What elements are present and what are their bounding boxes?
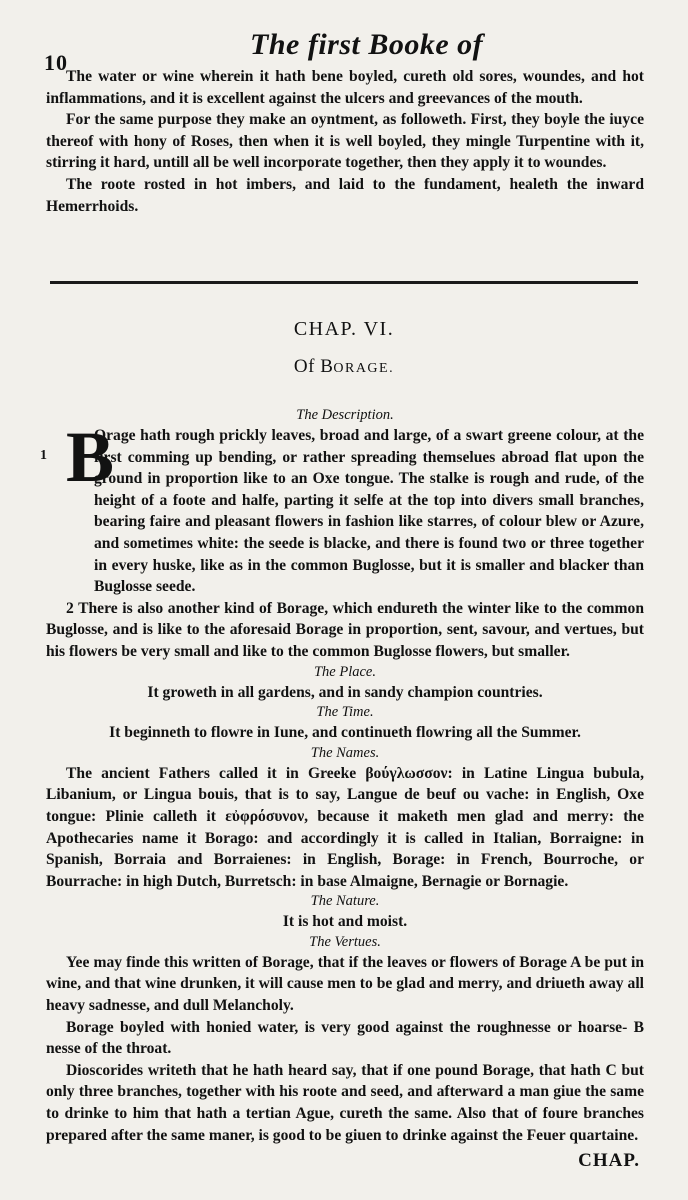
description-paragraph-1 [40,417,644,598]
place-text: It groweth in all gardens, and in sandy champion countries. [147,683,543,701]
horizontal-rule [50,281,638,284]
paragraph: For the same purpose they make an oyntment, as followeth. First, they boyle the iuyce thereof with hony of Roses, then when it is well boyled, they mingle Turpentine with it, stirring it hard, untill all be well incorporate together, then they apply it to woundes. [46,111,644,172]
chapter-subtitle-prefix: Of B [293,356,334,377]
chapter-body [40,406,644,1146]
vertues-paragraph: Yee may finde this written of Borage, that if the leaves or flowers of Borage A be put in wine, and that wine drunken, it will cause men to be glad and merry, and driueth away all heavy sadnesse, and dull Melancholy. [46,953,644,1015]
time-text: It beginneth to flowre in Iune, and continueth flowring all the Summer. [109,724,581,742]
paragraph: The water or wine wherein it hath bene boyled, cureth old sores, woundes, and hot inflammations, and it is excellent against the ulcers and greevances of the mouth. [46,68,644,107]
margin-number: 1 [40,448,47,463]
chapter-subtitle-smallcaps: ORAGE. [333,361,395,376]
chapter-subtitle [0,356,688,378]
paragraph: Orage hath rough prickly leaves, broad and large, of a swart greene colour, at the first comming up bending, or rather spreading themselues abroad flat upon the ground in proportion like to an Oxe tongue. The stalke is rough and rude, of the height of a foote and halfe, parting it selfe at the top into divers small branches, bearing faire and pleasant flowers in fashion like starres, of colour blew or Azure, and sometimes white: the seede is blacke, and there is found two or three together in every huske, like as in the common Buglosse, but it is smaller and blacker than Buglosse seede. [94,427,644,596]
page-number: 10 [44,50,68,75]
running-head: The first Booke of [250,28,484,61]
description-paragraph-2: 2 There is also another kind of Borage, which endureth the winter like to the common Buglosse, and is like to the aforesaid Borage in proportion, sent, savour, and vertues, but his flowers be very small and like to the common Buglosse flowers, but smaller. [46,599,644,660]
section-heading-place: The Place. [313,663,376,680]
section-heading-nature: The Nature. [310,893,380,910]
names-text: The ancient Fathers called it in Greeke βούγλωσσον: in Latine Lingua bubula, Libanium, or Lingua bouis, that is to say, Langue de beuf ou vache: in English, Oxe tongue: Plinie calleth it εὐφρόσυνον, because it maketh men glad and merry: the Apothecaries name it Borago: and accordingly it is called in Italian, Borraigne: in Spanish, Borraia and Borraienes: in English, Borage: in French, Bourroche, or Bourrache: in high Dutch, Burretsch: in base Almaigne, Bernagie or Bornagie. [46,764,644,890]
section-heading-description: The Description. [296,407,394,423]
paragraph: The roote rosted in hot imbers, and laid to the fundament, healeth the inward Hemerrhoids. [46,175,644,215]
section-heading-time: The Time. [316,704,374,721]
vertues-paragraph: Dioscorides writeth that he hath heard say, that if one pound Borage, that hath C but only three branches, together with his roote and seed, and afterward a man giue the same to drinke to him that hath a tertian Ague, cureth the same. Also that of foure branches prepared after the same maner, is good to be giuen to drinke against the Feuer quartaine. [46,1061,644,1144]
section-heading-names: The Names. [310,744,380,761]
chapter-title: CHAP. VI. [293,318,395,340]
nature-text: It is hot and moist. [282,913,408,931]
vertues-paragraph: Borage boyled with honied water, is very good against the roughnesse or hoarse- B nesse of the throat. [46,1018,644,1058]
catchword: CHAP. [578,1150,640,1171]
top-text-block [46,66,644,217]
section-heading-vertues: The Vertues. [309,933,381,950]
drop-capital: B [66,417,115,497]
